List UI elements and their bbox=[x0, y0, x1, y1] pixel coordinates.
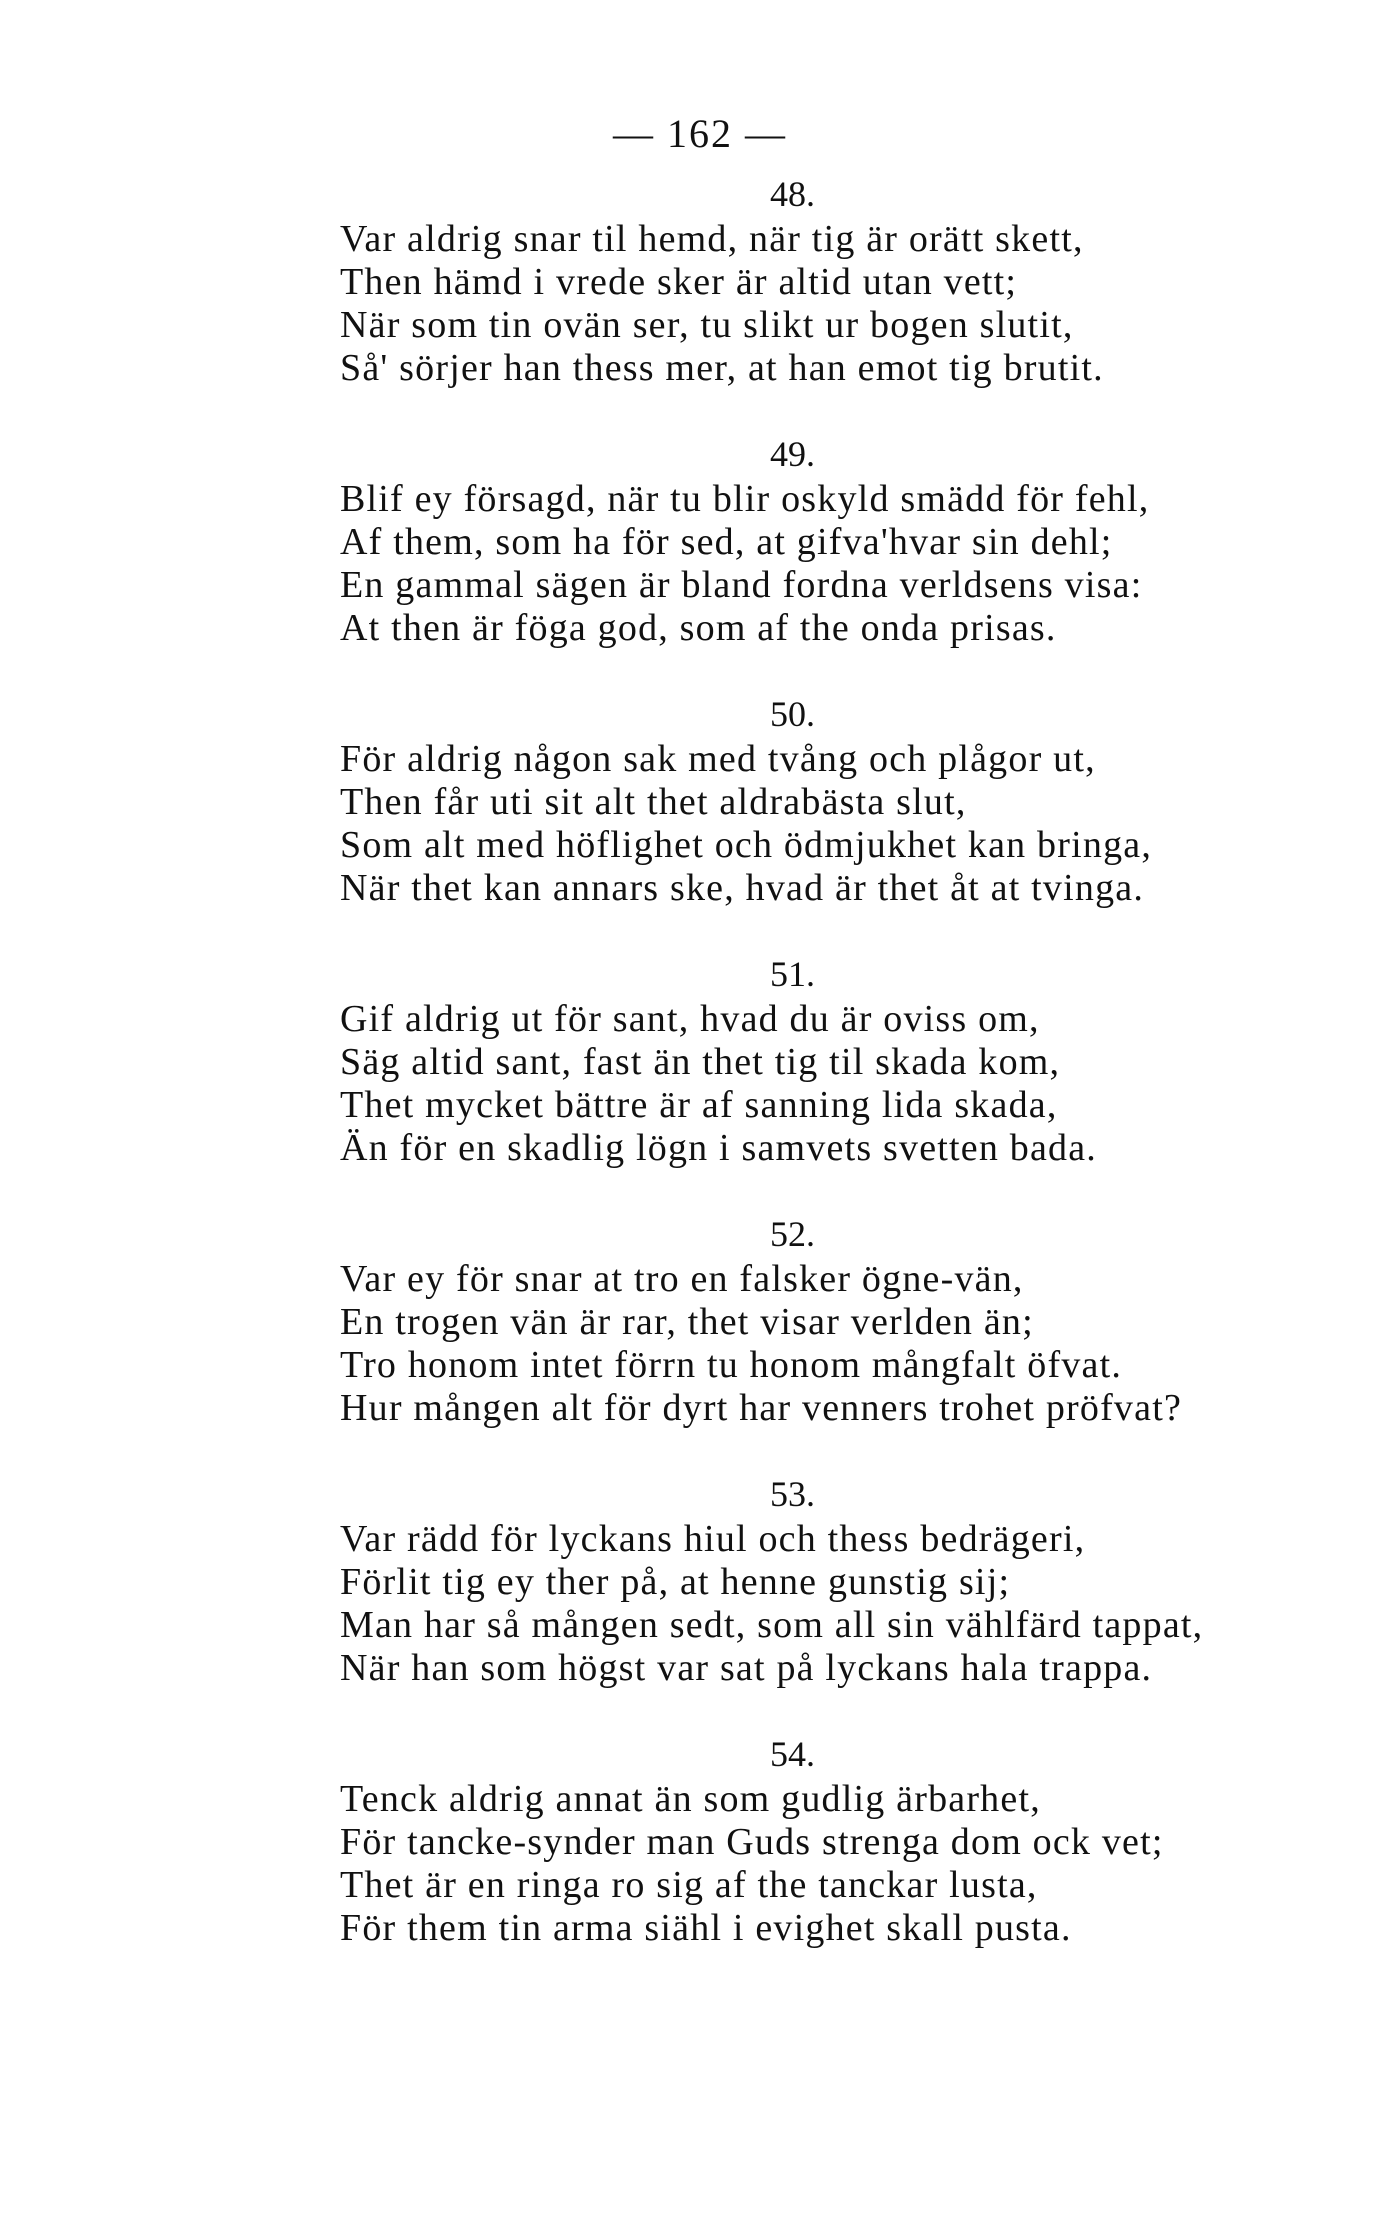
verse-line: Hur mången alt för dyrt har venners trohet pröfvat? bbox=[340, 1387, 1183, 1429]
verse-line: Tenck aldrig annat än som gudlig ärbarhet, bbox=[340, 1778, 1041, 1820]
verse-line: För aldrig någon sak med tvång och plågor ut, bbox=[340, 738, 1096, 780]
stanza-number: 54. bbox=[770, 1734, 815, 1774]
stanza bbox=[340, 1470, 1350, 1690]
verse-line: Thet mycket bättre är af sanning lida skada, bbox=[340, 1084, 1058, 1126]
verse-line: Var aldrig snar til hemd, när tig är orätt skett, bbox=[340, 218, 1084, 260]
verse-line: Säg altid sant, fast än thet tig til skada kom, bbox=[340, 1041, 1061, 1083]
stanza-number: 49. bbox=[770, 434, 815, 474]
verse-line: När han som högst var sat på lyckans hala trappa. bbox=[340, 1647, 1153, 1689]
verse-line: At then är föga god, som af the onda prisas. bbox=[340, 607, 1057, 649]
verse-line: Blif ey försagd, när tu blir oskyld smädd för fehl, bbox=[340, 478, 1150, 520]
verse-line: Man har så mången sedt, som all sin vählfärd tappat, bbox=[340, 1604, 1204, 1646]
verse-line: När thet kan annars ske, hvad är thet åt at tvinga. bbox=[340, 867, 1145, 909]
stanza bbox=[340, 690, 1350, 910]
verse-line: Var ey för snar at tro en falsker ögne-vän, bbox=[340, 1258, 1024, 1300]
stanza-number: 53. bbox=[770, 1474, 815, 1514]
verse-line: För tancke-synder man Guds strenga dom ock vet; bbox=[340, 1821, 1164, 1863]
verse-line: Gif aldrig ut för sant, hvad du är oviss om, bbox=[340, 998, 1040, 1040]
verse-line: En trogen vän är rar, thet visar verlden än; bbox=[340, 1301, 1034, 1343]
verse-line: För them tin arma siähl i evighet skall pusta. bbox=[340, 1907, 1072, 1949]
stanza-number: 52. bbox=[770, 1214, 815, 1254]
verse-line: Tro honom intet förrn tu honom mångfalt öfvat. bbox=[340, 1344, 1123, 1386]
stanza-number: 48. bbox=[770, 174, 815, 214]
verse-line: När som tin ovän ser, tu slikt ur bogen slutit, bbox=[340, 304, 1074, 346]
stanza bbox=[340, 950, 1350, 1170]
stanza bbox=[340, 1730, 1350, 1950]
verse-line: Then får uti sit alt thet aldrabästa slut, bbox=[340, 781, 967, 823]
verse-line: Förlit tig ey ther på, at henne gunstig sij; bbox=[340, 1561, 1011, 1603]
page-number: — 162 — bbox=[613, 111, 787, 156]
verse-line: Var rädd för lyckans hiul och thess bedrägeri, bbox=[340, 1518, 1086, 1560]
verse-line: Så' sörjer han thess mer, at han emot tig brutit. bbox=[340, 347, 1104, 389]
poem-body bbox=[340, 170, 1350, 1990]
verse-line: Thet är en ringa ro sig af the tanckar lusta, bbox=[340, 1864, 1038, 1906]
stanza bbox=[340, 430, 1350, 650]
stanza bbox=[340, 170, 1350, 390]
verse-line: En gammal sägen är bland fordna verldsens visa: bbox=[340, 564, 1143, 606]
stanza-number: 51. bbox=[770, 954, 815, 994]
verse-line: Af them, som ha för sed, at gifva'hvar sin dehl; bbox=[340, 521, 1113, 563]
verse-line: Som alt med höflighet och ödmjukhet kan bringa, bbox=[340, 824, 1153, 866]
verse-line: Än för en skadlig lögn i samvets svetten bada. bbox=[340, 1127, 1097, 1169]
stanza bbox=[340, 1210, 1350, 1430]
stanza-number: 50. bbox=[770, 694, 815, 734]
verse-line: Then hämd i vrede sker är altid utan vett; bbox=[340, 261, 1018, 303]
